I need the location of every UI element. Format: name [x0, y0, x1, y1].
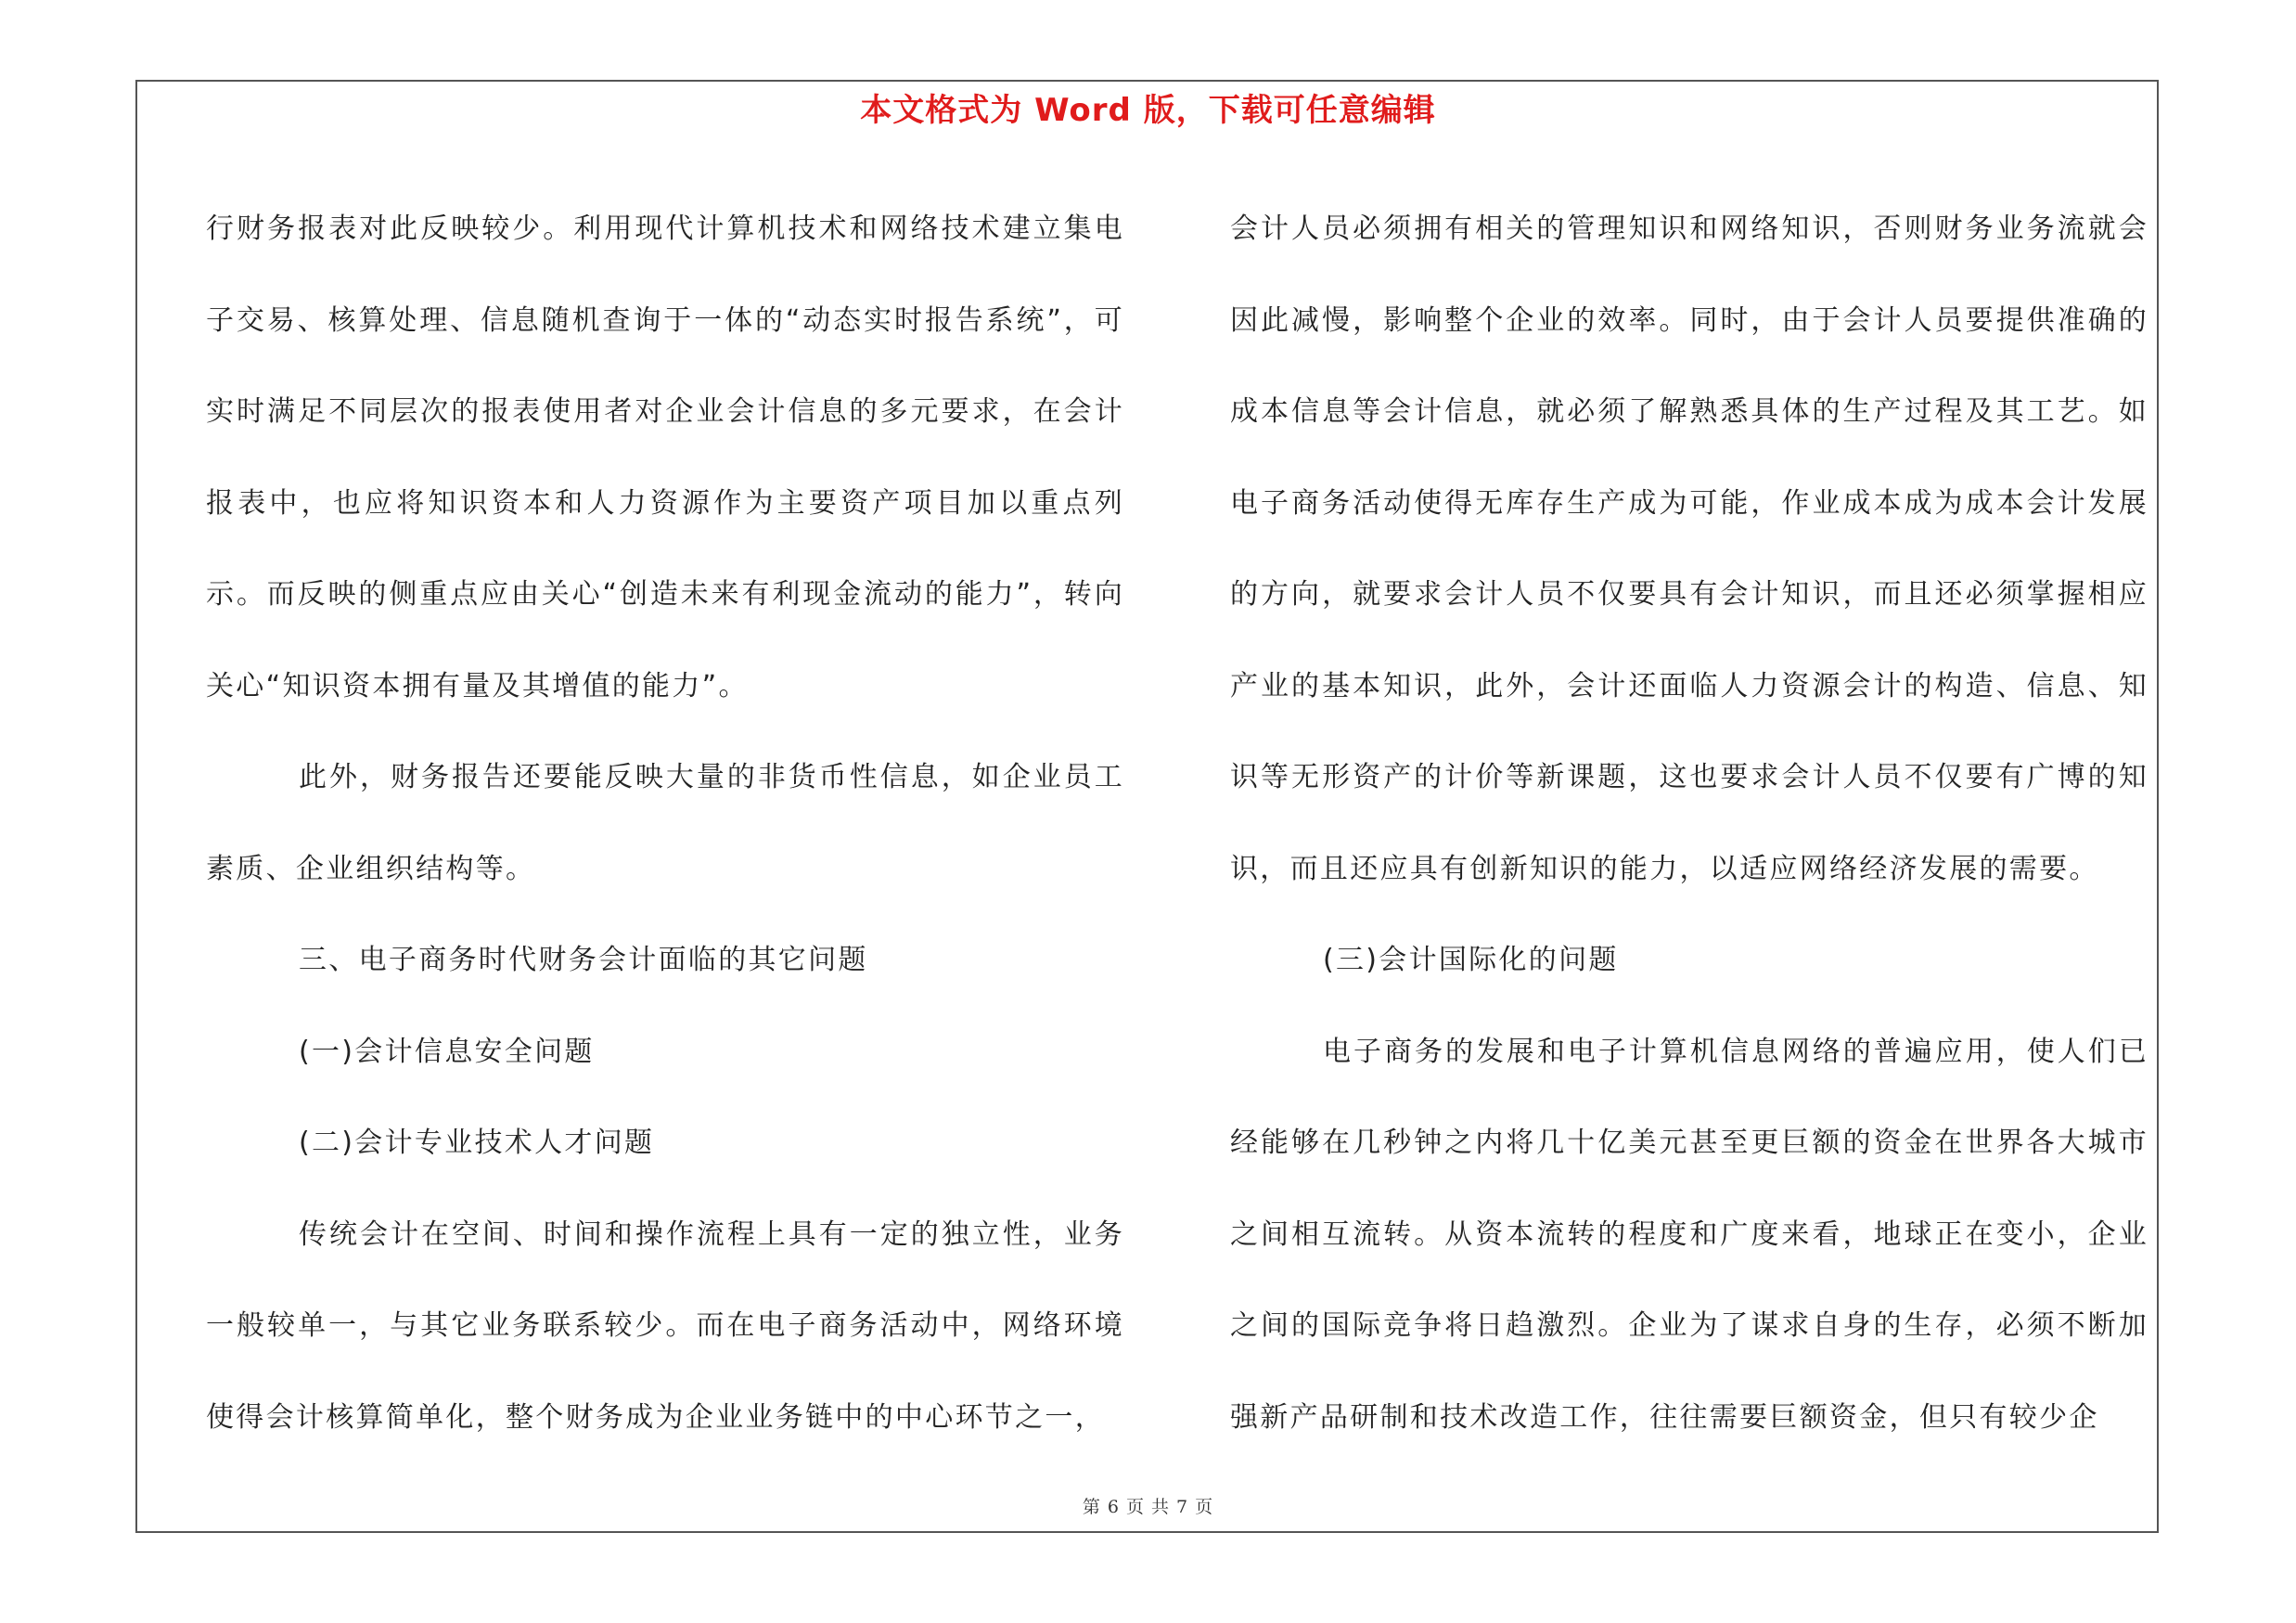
paragraph: 传统会计在空间、时间和操作流程上具有一定的独立性，业务一般较单一，与其它业务联系较少。而在电子商务活动中，网络环境使得会计核算简单化，整个财务成为企业业务链中的中心环节之一，: [206, 1217, 1124, 1434]
section-heading: 三、电子商务时代财务会计面临的其它问题: [299, 944, 868, 976]
paragraph: 电子商务的发展和电子计算机信息网络的普遍应用，使人们已经能够在几秒钟之内将几十亿美元甚至更巨额的资金在世界各大城市之间相互流转。从资本流转的程度和广度来看，地球正在变小，企业之间的国际竞争将日趋激烈。企业为了谋求自身的生存，必须不断加强新产品研制和技术改造工作，往往需要巨额资金，但只有较少企: [1230, 1035, 2148, 1434]
paragraph: 此外，财务报告还要能反映大量的非货币性信息，如企业员工素质、企业组织结构等。: [206, 761, 1124, 885]
subsection-heading: (一)会计信息安全问题: [299, 1035, 595, 1068]
subsection-heading: (三)会计国际化的问题: [1323, 944, 1619, 976]
right-text-column: [1230, 184, 2148, 1463]
paragraph: 行财务报表对此反映较少。利用现代计算机技术和网络技术建立集电子交易、核算处理、信息随机查询于一体的“动态实时报告系统”，可实时满足不同层次的报表使用者对企业会计信息的多元要求，在会计报表中，也应将知识资本和人力资源作为主要资产项目加以重点列示。而反映的侧重点应由关心“创造未来有利现金流动的能力”，转向关心“知识资本拥有量及其增值的能力”。: [206, 213, 1124, 702]
format-notice-banner: 本文格式为 Word 版，下载可任意编辑: [860, 92, 1436, 129]
subsection-heading: (二)会计专业技术人才问题: [299, 1127, 655, 1159]
page-number: 第 6 页 共 7 页: [1082, 1497, 1214, 1517]
left-text-column: [206, 184, 1124, 1463]
paragraph: 会计人员必须拥有相关的管理知识和网络知识，否则财务业务流就会因此减慢，影响整个企业的效率。同时，由于会计人员要提供准确的成本信息等会计信息，就必须了解熟悉具体的生产过程及其工艺。如电子商务活动使得无库存生产成为可能，作业成本成为成本会计发展的方向，就要求会计人员不仅要具有会计知识，而且还必须掌握相应产业的基本知识，此外，会计还面临人力资源会计的构造、信息、知识等无形资产的计价等新课题，这也要求会计人员不仅要有广博的知识，而且还应具有创新知识的能力，以适应网络经济发展的需要。: [1230, 213, 2148, 885]
